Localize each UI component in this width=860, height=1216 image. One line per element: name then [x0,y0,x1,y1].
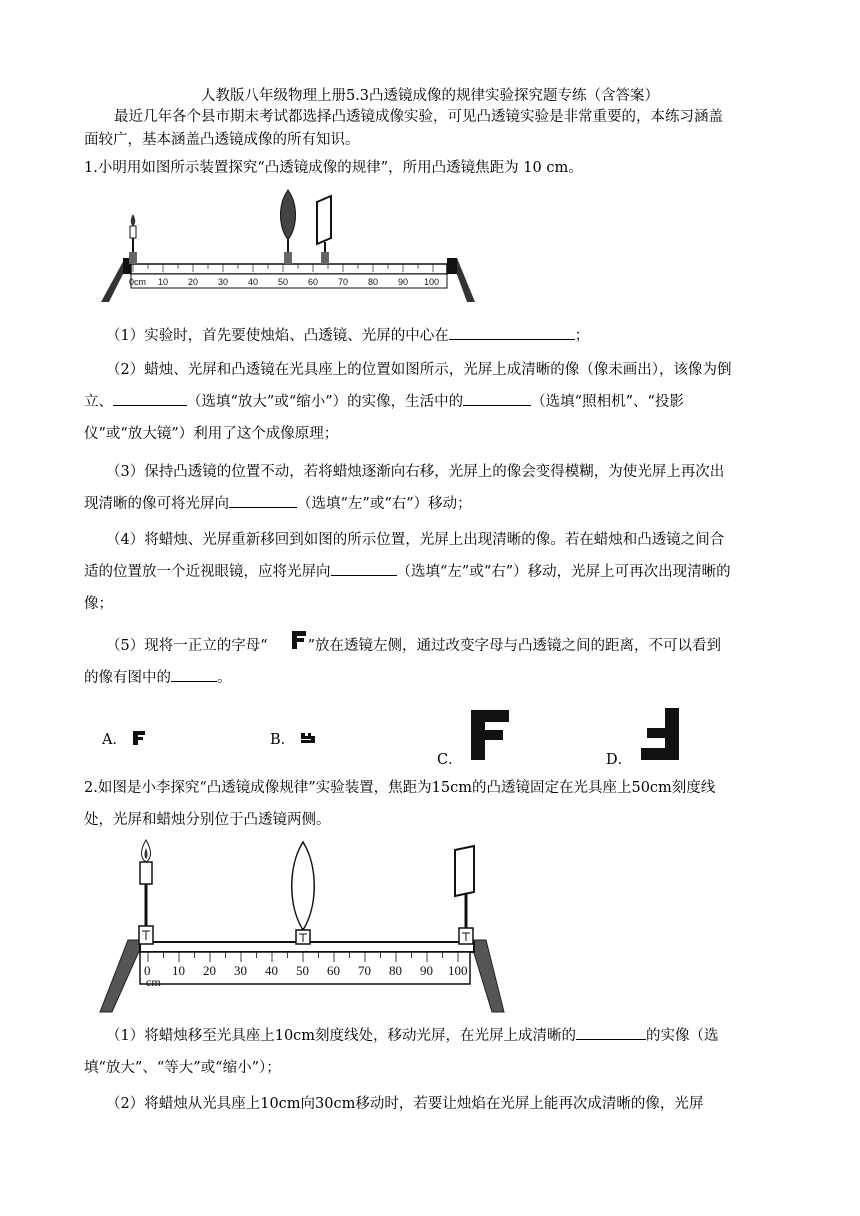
q2-tick-label: 30 [234,963,247,978]
option-b[interactable]: B． [270,728,316,749]
q2-stem: 2.如图是小李探究“凸透镜成像规律”实验装置，焦距为15cm的凸透镜固定在光具座上50cm刻度线处，光屏和蜡烛分别位于凸透镜两侧。 [84,780,716,828]
q2-part-1: （1）将蜡烛移至光具座上10cm刻度线处，移动光屏，在光屏上成清晰的 的实像（选填“放大”、“等大”或“缩小”）； [84,1020,734,1084]
q1-part-2: （2）蜡烛、光屏和凸透镜在光具座上的位置如图所示，光屏上成清晰的像（像未画出），该像为倒立、 （选填“放大”或“缩小”）的实像，生活中的 （选填“照相机”、“投影仪”或“放大镜”）利用了这个成像原理； [84,362,732,442]
light-screen-icon [455,846,474,944]
q1-tick-label: 20 [188,277,199,287]
q1-part-5: （5）现将一正立的字母“ ”放在透镜左侧，通过改变字母与凸透镜之间的距离，不可以看到的像有图中的 。 [84,630,734,694]
q1-tick-label: 100 [424,277,440,287]
answer-blank[interactable] [113,391,187,406]
q2-tick-label: 80 [389,963,402,978]
q1-tick-label: 0cm [129,277,147,287]
q1-tick-label: 80 [368,277,379,287]
q1-tick-label: 90 [398,277,409,287]
answer-blank[interactable] [449,325,575,340]
letter-f-upright-icon [132,730,146,750]
letter-f-inverted-icon [300,731,316,749]
option-d[interactable]: D． [606,706,683,766]
q2-unit-label: cm [146,975,161,989]
q2-optical-bench-figure [96,836,506,1016]
q1-tick-label: 40 [248,277,259,287]
candle-icon [139,840,153,944]
letter-f-large-upright-icon [467,706,511,766]
q1-part-3: （3）保持凸透镜的位置不动，若将蜡烛逐渐向右移，光屏上的像会变得模糊，为使光屏上再次出现清晰的像可将光屏向 （选填“左”或“右”）移动； [84,464,725,512]
q1-stem: 1.小明用如图所示装置探究“凸透镜成像的规律”，所用凸透镜焦距为 10 cm。 [84,160,583,176]
q2-tick-label: 50 [296,963,309,978]
q1-part-1: （1）实验时，首先要使烛焰、凸透镜、光屏的中心在 ； [84,320,734,352]
answer-blank[interactable] [331,561,397,576]
convex-lens-icon [292,842,315,944]
letter-f-large-inverted-icon [637,706,683,766]
q2-tick-label: 60 [327,963,340,978]
convex-lens-icon [281,190,296,264]
q2-tick-label: 90 [420,963,433,978]
q2-tick-label: 10 [172,963,185,978]
doc-title: 人教版八年级物理上册5.3凸透镜成像的规律实验探究题专练（含答案） [200,88,660,104]
answer-blank[interactable] [229,493,297,508]
candle-icon [129,214,137,264]
light-screen-icon [317,196,331,264]
q2-tick-label: 0 [144,963,151,978]
q1-part-4: （4）将蜡烛、光屏重新移回到如图的所示位置，光屏上出现清晰的像。若在蜡烛和凸透镜之间合适的位置放一个近视眼镜，应将光屏向 （选填“左”或“右”）移动，光屏上可再次出现清晰的像； [84,532,731,612]
answer-blank[interactable] [171,667,217,682]
q2-tick-label: 20 [203,963,216,978]
q2-tick-label: 70 [358,963,371,978]
q1-tick-label: 70 [338,277,349,287]
q1-tick-label: 30 [218,277,229,287]
q2-tick-label: 100 [448,963,468,978]
q1-tick-label: 50 [278,277,289,287]
option-a[interactable]: A． [102,728,146,750]
q1-tick-label: 60 [308,277,319,287]
q1-tick-label: 10 [158,277,169,287]
answer-blank[interactable] [463,391,531,406]
doc-intro: 最近几年各个县市期末考试都选择凸透镜成像实验，可见凸透镜实验是非常重要的，本练习涵盖面较广，基本涵盖凸透镜成像的所有知识。 [84,109,723,148]
q2-tick-label: 40 [265,963,278,978]
q1-optical-bench-figure [95,186,475,306]
option-c[interactable]: C． [437,706,511,766]
answer-blank[interactable] [576,1025,646,1040]
letter-f-icon [268,630,308,662]
q2-part-2: （2）将蜡烛从光具座上10cm向30cm移动时，若要让烛焰在光屏上能再次成清晰的像，光屏 [106,1096,704,1112]
